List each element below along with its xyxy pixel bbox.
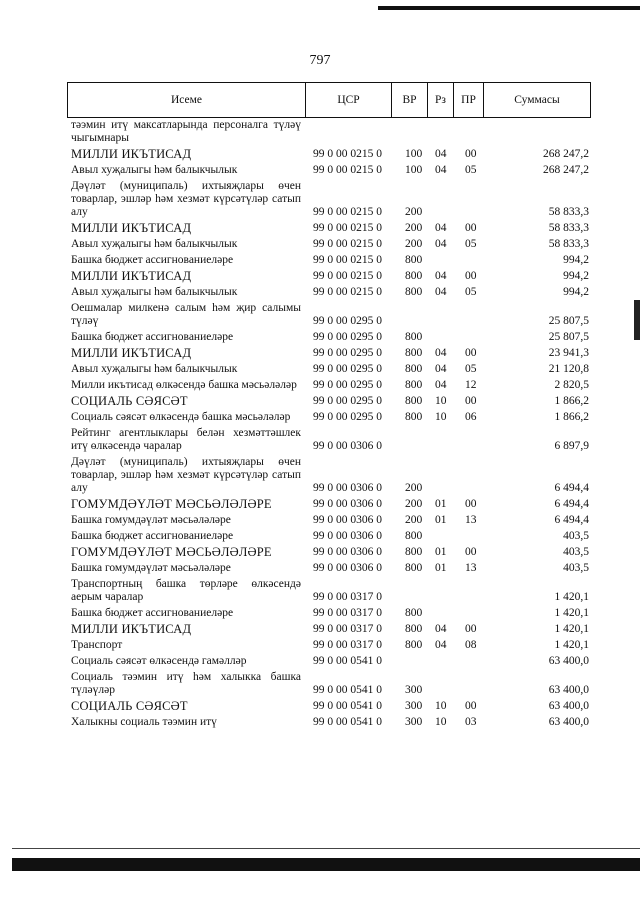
row-name: МИЛЛИ ИКЪТИСАД bbox=[71, 269, 192, 283]
table-row bbox=[67, 302, 591, 331]
row-sum: 6 494,4 bbox=[554, 514, 589, 526]
row-pr: 00 bbox=[465, 222, 477, 234]
row-csr: 99 0 00 0306 0 bbox=[313, 440, 382, 452]
row-sum: 6 494,4 bbox=[554, 498, 589, 510]
row-pr: 05 bbox=[465, 238, 477, 250]
row-rz: 04 bbox=[435, 222, 447, 234]
row-vr: 800 bbox=[405, 639, 423, 651]
row-sum: 994,2 bbox=[563, 254, 589, 266]
table-row bbox=[67, 639, 591, 655]
row-vr: 800 bbox=[405, 623, 423, 635]
row-name: Дәүләт (муниципаль) ихтыяҗлары өчен товарлар, эшләр һәм хезмәт күрсәтүләр сатып алу bbox=[71, 456, 301, 494]
row-pr: 00 bbox=[465, 395, 477, 407]
row-pr: 00 bbox=[465, 270, 477, 282]
row-name: СОЦИАЛЬ СӘЯСӘТ bbox=[71, 699, 188, 713]
row-name: Авыл хуҗалыгы һәм балыкчылык bbox=[71, 164, 238, 176]
row-name: Социаль сәясәт өлкәсендә гамәлләр bbox=[71, 655, 247, 667]
bottom-decorative-bar bbox=[12, 858, 640, 871]
row-name: МИЛЛИ ИКЪТИСАД bbox=[71, 622, 192, 636]
row-name: Авыл хуҗалыгы һәм балыкчылык bbox=[71, 238, 238, 250]
table-row bbox=[67, 546, 591, 562]
row-rz: 10 bbox=[435, 700, 447, 712]
table-row bbox=[67, 164, 591, 180]
bottom-thin-line bbox=[12, 848, 640, 849]
row-rz: 01 bbox=[435, 562, 447, 574]
header-name: Исеме bbox=[68, 83, 306, 117]
row-pr: 00 bbox=[465, 148, 477, 160]
table-row bbox=[67, 238, 591, 254]
row-vr: 300 bbox=[405, 684, 423, 696]
row-vr: 300 bbox=[405, 700, 423, 712]
row-csr: 99 0 00 0295 0 bbox=[313, 331, 382, 343]
row-sum: 58 833,3 bbox=[548, 238, 589, 250]
row-vr: 200 bbox=[405, 222, 423, 234]
row-rz: 04 bbox=[435, 347, 447, 359]
row-vr: 300 bbox=[405, 716, 423, 728]
row-sum: 58 833,3 bbox=[548, 222, 589, 234]
row-vr: 800 bbox=[405, 270, 423, 282]
row-name: Транспорт bbox=[71, 639, 123, 651]
table-row bbox=[67, 347, 591, 363]
row-csr: 99 0 00 0215 0 bbox=[313, 270, 382, 282]
row-csr: 99 0 00 0215 0 bbox=[313, 254, 382, 266]
table-row bbox=[67, 270, 591, 286]
header-sum: Суммасы bbox=[514, 94, 560, 106]
row-sum: 1 420,1 bbox=[554, 591, 589, 603]
row-name: Башка бюджет ассигнованиеләре bbox=[71, 331, 234, 343]
row-sum: 63 400,0 bbox=[548, 655, 589, 667]
page-number: 797 bbox=[309, 53, 331, 68]
table-row bbox=[67, 427, 591, 456]
row-csr: 99 0 00 0306 0 bbox=[313, 514, 382, 526]
row-pr: 13 bbox=[465, 514, 477, 526]
row-name: МИЛЛИ ИКЪТИСАД bbox=[71, 221, 192, 235]
row-pr: 00 bbox=[465, 700, 477, 712]
row-pr: 05 bbox=[465, 286, 477, 298]
row-csr: 99 0 00 0295 0 bbox=[313, 347, 382, 359]
table-row bbox=[67, 411, 591, 427]
row-sum: 58 833,3 bbox=[548, 206, 589, 218]
row-vr: 800 bbox=[405, 379, 423, 391]
table-row bbox=[67, 607, 591, 623]
row-pr: 00 bbox=[465, 347, 477, 359]
row-sum: 1 420,1 bbox=[554, 607, 589, 619]
row-rz: 04 bbox=[435, 148, 447, 160]
row-sum: 994,2 bbox=[563, 270, 589, 282]
row-sum: 1 420,1 bbox=[554, 639, 589, 651]
row-rz: 04 bbox=[435, 286, 447, 298]
table-row bbox=[67, 379, 591, 395]
row-name: Рейтинг агентлыклары белән хезмәттәшлек итү өлкәсендә чаралар bbox=[71, 427, 301, 452]
row-pr: 12 bbox=[465, 379, 477, 391]
row-csr: 99 0 00 0295 0 bbox=[313, 395, 382, 407]
table-row bbox=[67, 119, 591, 148]
row-pr: 00 bbox=[465, 498, 477, 510]
row-csr: 99 0 00 0295 0 bbox=[313, 411, 382, 423]
row-vr: 800 bbox=[405, 331, 423, 343]
row-rz: 01 bbox=[435, 514, 447, 526]
row-pr: 13 bbox=[465, 562, 477, 574]
top-decorative-line bbox=[378, 6, 640, 10]
row-pr: 08 bbox=[465, 639, 477, 651]
row-sum: 268 247,2 bbox=[543, 164, 589, 176]
row-csr: 99 0 00 0215 0 bbox=[313, 286, 382, 298]
row-vr: 200 bbox=[405, 482, 423, 494]
row-csr: 99 0 00 0541 0 bbox=[313, 700, 382, 712]
table-row bbox=[67, 180, 591, 222]
table-header bbox=[67, 82, 591, 118]
row-vr: 800 bbox=[405, 607, 423, 619]
row-name: Социаль тәэмин итү һәм халыкка башка түләүләр bbox=[71, 671, 301, 696]
row-csr: 99 0 00 0215 0 bbox=[313, 222, 382, 234]
table-row bbox=[67, 716, 591, 732]
row-rz: 10 bbox=[435, 395, 447, 407]
table-row bbox=[67, 222, 591, 238]
table-body bbox=[67, 119, 591, 732]
row-rz: 04 bbox=[435, 270, 447, 282]
row-vr: 200 bbox=[405, 514, 423, 526]
row-rz: 04 bbox=[435, 164, 447, 176]
table-row bbox=[67, 623, 591, 639]
row-csr: 99 0 00 0215 0 bbox=[313, 238, 382, 250]
row-name: Дәүләт (муниципаль) ихтыяҗлары өчен товарлар, эшләр һәм хезмәт күрсәтүләр сатып алу bbox=[71, 180, 301, 218]
row-name: Халыкны социаль тәэмин итү bbox=[71, 716, 217, 728]
row-name: Авыл хуҗалыгы һәм балыкчылык bbox=[71, 363, 238, 375]
row-csr: 99 0 00 0215 0 bbox=[313, 148, 382, 160]
row-sum: 1 866,2 bbox=[554, 395, 589, 407]
row-pr: 03 bbox=[465, 716, 477, 728]
row-rz: 10 bbox=[435, 716, 447, 728]
row-sum: 21 120,8 bbox=[548, 363, 589, 375]
row-csr: 99 0 00 0306 0 bbox=[313, 498, 382, 510]
row-vr: 200 bbox=[405, 206, 423, 218]
row-pr: 05 bbox=[465, 363, 477, 375]
row-rz: 01 bbox=[435, 546, 447, 558]
row-sum: 403,5 bbox=[563, 546, 589, 558]
row-csr: 99 0 00 0306 0 bbox=[313, 546, 382, 558]
row-pr: 00 bbox=[465, 546, 477, 558]
row-vr: 800 bbox=[405, 347, 423, 359]
row-vr: 100 bbox=[405, 148, 423, 160]
row-vr: 800 bbox=[405, 363, 423, 375]
row-sum: 25 807,5 bbox=[548, 315, 589, 327]
row-vr: 800 bbox=[405, 395, 423, 407]
table-row bbox=[67, 530, 591, 546]
table-row bbox=[67, 671, 591, 700]
row-sum: 403,5 bbox=[563, 530, 589, 542]
row-vr: 800 bbox=[405, 562, 423, 574]
row-csr: 99 0 00 0317 0 bbox=[313, 639, 382, 651]
table-row bbox=[67, 514, 591, 530]
table-row bbox=[67, 148, 591, 164]
row-sum: 994,2 bbox=[563, 286, 589, 298]
row-sum: 6 897,9 bbox=[554, 440, 589, 452]
table-row bbox=[67, 331, 591, 347]
row-rz: 10 bbox=[435, 411, 447, 423]
row-sum: 63 400,0 bbox=[548, 684, 589, 696]
row-vr: 800 bbox=[405, 546, 423, 558]
table-row bbox=[67, 700, 591, 716]
row-csr: 99 0 00 0295 0 bbox=[313, 379, 382, 391]
row-csr: 99 0 00 0317 0 bbox=[313, 591, 382, 603]
row-sum: 23 941,3 bbox=[548, 347, 589, 359]
table-row bbox=[67, 655, 591, 671]
row-vr: 200 bbox=[405, 238, 423, 250]
row-rz: 04 bbox=[435, 639, 447, 651]
row-name: Авыл хуҗалыгы һәм балыкчылык bbox=[71, 286, 238, 298]
row-csr: 99 0 00 0215 0 bbox=[313, 206, 382, 218]
table-row bbox=[67, 562, 591, 578]
table-row bbox=[67, 254, 591, 270]
row-sum: 268 247,2 bbox=[543, 148, 589, 160]
row-vr: 800 bbox=[405, 286, 423, 298]
row-rz: 04 bbox=[435, 238, 447, 250]
scan-edge-mark bbox=[634, 300, 640, 340]
row-sum: 2 820,5 bbox=[554, 379, 589, 391]
table-row bbox=[67, 395, 591, 411]
row-vr: 800 bbox=[405, 530, 423, 542]
row-rz: 04 bbox=[435, 379, 447, 391]
row-name: Социаль сәясәт өлкәсендә башка мәсьәләләр bbox=[71, 411, 291, 423]
table-row bbox=[67, 578, 591, 607]
row-vr: 100 bbox=[405, 164, 423, 176]
row-name: МИЛЛИ ИКЪТИСАД bbox=[71, 147, 192, 161]
row-name: ГОМУМДӘҮЛӘТ МӘСЬӘЛӘЛӘРЕ bbox=[71, 497, 272, 511]
table-row bbox=[67, 286, 591, 302]
row-rz: 04 bbox=[435, 623, 447, 635]
row-csr: 99 0 00 0541 0 bbox=[313, 655, 382, 667]
row-rz: 04 bbox=[435, 363, 447, 375]
row-csr: 99 0 00 0541 0 bbox=[313, 716, 382, 728]
row-name: СОЦИАЛЬ СӘЯСӘТ bbox=[71, 394, 188, 408]
row-rz: 01 bbox=[435, 498, 447, 510]
header-vr: ВР bbox=[392, 83, 428, 117]
row-csr: 99 0 00 0541 0 bbox=[313, 684, 382, 696]
row-name: ГОМУМДӘҮЛӘТ МӘСЬӘЛӘЛӘРЕ bbox=[71, 545, 272, 559]
row-name: МИЛЛИ ИКЪТИСАД bbox=[71, 346, 192, 360]
row-name: Транспортның башка төрләре өлкәсендә аерым чаралар bbox=[71, 578, 301, 603]
header-csr: ЦСР bbox=[306, 83, 392, 117]
row-name: Башка бюджет ассигнованиеләре bbox=[71, 530, 234, 542]
row-pr: 05 bbox=[465, 164, 477, 176]
table-row bbox=[67, 498, 591, 514]
row-csr: 99 0 00 0215 0 bbox=[313, 164, 382, 176]
row-sum: 25 807,5 bbox=[548, 331, 589, 343]
header-rz: Рз bbox=[428, 83, 454, 117]
row-name: Оешмалар милкенә салым һәм җир салымы түләү bbox=[71, 302, 301, 327]
row-name: Милли икътисад өлкәсендә башка мәсьәләләр bbox=[71, 379, 297, 391]
row-sum: 63 400,0 bbox=[548, 716, 589, 728]
row-vr: 800 bbox=[405, 254, 423, 266]
row-sum: 63 400,0 bbox=[548, 700, 589, 712]
row-sum: 1 866,2 bbox=[554, 411, 589, 423]
row-vr: 800 bbox=[405, 411, 423, 423]
row-csr: 99 0 00 0306 0 bbox=[313, 530, 382, 542]
row-name: тәэмин итү максатларында персоналга түләү чыгымнары bbox=[71, 119, 301, 144]
row-vr: 200 bbox=[405, 498, 423, 510]
row-pr: 00 bbox=[465, 623, 477, 635]
row-name: Башка гомумдәүләт мәсьәләләре bbox=[71, 562, 231, 574]
table-row bbox=[67, 363, 591, 379]
row-sum: 1 420,1 bbox=[554, 623, 589, 635]
row-name: Башка гомумдәүләт мәсьәләләре bbox=[71, 514, 231, 526]
row-sum: 403,5 bbox=[563, 562, 589, 574]
row-name: Башка бюджет ассигнованиеләре bbox=[71, 607, 234, 619]
row-csr: 99 0 00 0317 0 bbox=[313, 607, 382, 619]
row-csr: 99 0 00 0317 0 bbox=[313, 623, 382, 635]
row-csr: 99 0 00 0295 0 bbox=[313, 363, 382, 375]
row-name: Башка бюджет ассигнованиеләре bbox=[71, 254, 234, 266]
row-csr: 99 0 00 0306 0 bbox=[313, 562, 382, 574]
row-csr: 99 0 00 0306 0 bbox=[313, 482, 382, 494]
header-pr: ПР bbox=[454, 83, 484, 117]
row-sum: 6 494,4 bbox=[554, 482, 589, 494]
row-pr: 06 bbox=[465, 411, 477, 423]
table-row bbox=[67, 456, 591, 498]
row-csr: 99 0 00 0295 0 bbox=[313, 315, 382, 327]
